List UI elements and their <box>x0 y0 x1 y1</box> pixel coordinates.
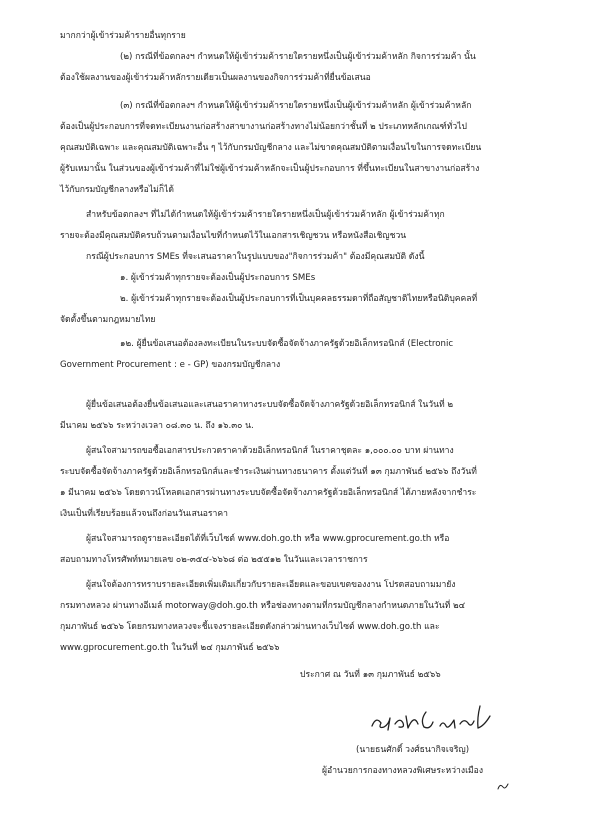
body-line: สำหรับข้อตกลงฯ ที่ไม่ได้กำหนดให้ผู้เข้าร่วมค้ารายใดรายหนึ่งเป็นผู้เข้าร่วมค้าหลัก ผู้เข้าร่วมค้าทุก <box>86 210 445 220</box>
body-line: (๒) กรณีที่ข้อตกลงฯ กำหนดให้ผู้เข้าร่วมค้ารายใดรายหนึ่งเป็นผู้เข้าร่วมค้าหลัก กิจการร่วมค้า นั้น <box>120 52 476 62</box>
body-line: www.gprocurement.go.th ในวันที่ ๒๔ กุมภาพันธ์ ๒๕๖๖ <box>60 643 280 653</box>
body-line: ผู้สนใจต้องการทราบรายละเอียดเพิ่มเติมเกี่ยวกับรายละเอียดและขอบเขตของงาน โปรดสอบถามมายัง <box>86 580 456 590</box>
signatory-name: (นายธนศักดิ์ วงศ์ธนากิจเจริญ) <box>356 745 470 755</box>
body-line: ๒. ผู้เข้าร่วมค้าทุกรายจะต้องเป็นผู้ประกอบการที่เป็นบุคคลธรรมดาที่ถือสัญชาติไทยหรือนิติบุคคลที่ <box>120 294 478 304</box>
initials-mark <box>496 780 510 792</box>
body-line: ระบบจัดซื้อจัดจ้างภาครัฐด้วยอิเล็กทรอนิกส์และชำระเงินผ่านทางธนาคาร ตั้งแต่วันที่ ๑๓ กุมภาพันธ์ ๒๕๖๖ ถึงวันที่ <box>60 467 477 477</box>
body-line: (๓) กรณีที่ข้อตกลงฯ กำหนดให้ผู้เข้าร่วมค้ารายใดรายหนึ่งเป็นผู้เข้าร่วมค้าหลัก ผู้เข้าร่วมค้าหลัก <box>120 101 472 111</box>
body-line: มากกว่าผู้เข้าร่วมค้ารายอื่นทุกราย <box>60 31 186 41</box>
body-line: ๑๒. ผู้ยื่นข้อเสนอต้องลงทะเบียนในระบบจัดซื้อจัดจ้างภาครัฐด้วยอิเล็กทรอนิกส์ (Electronic <box>120 339 454 349</box>
body-line: ผู้ยื่นข้อเสนอต้องยื่นข้อเสนอและเสนอราคาทางระบบจัดซื้อจัดจ้างภาครัฐด้วยอิเล็กทรอนิกส์ ในวันที่ ๒ <box>86 400 454 410</box>
announcement-date: ประกาศ ณ วันที่ ๑๓ กุมภาพันธ์ ๒๕๖๖ <box>300 670 441 680</box>
body-line: ผู้รับเหมานั้น ในส่วนของผู้เข้าร่วมค้าที่ไม่ใช่ผู้เข้าร่วมค้าหลักจะเป็นผู้ประกอบการ ที่ขึ้นทะเบียนในสาขางานก่อสร้าง <box>60 164 480 174</box>
body-line: ต้องใช้ผลงานของผู้เข้าร่วมค้าหลักรายเดียวเป็นผลงานของกิจการร่วมค้าที่ยื่นข้อเสนอ <box>60 73 371 83</box>
body-line: ๑ มีนาคม ๒๕๖๖ โดยดาวน์โหลดเอกสารผ่านทางระบบจัดซื้อจัดจ้างภาครัฐด้วยอิเล็กทรอนิกส์ ได้ภายหลังจากชำระ <box>60 488 477 498</box>
body-line: Government Procurement : e - GP) ของกรมบัญชีกลาง <box>60 360 281 370</box>
body-line: ผู้สนใจสามารถขอซื้อเอกสารประกวดราคาด้วยอิเล็กทรอนิกส์ ในราคาชุดละ ๑,๐๐๐.๐๐ บาท ผ่านทาง <box>86 446 454 456</box>
body-line: กรมทางหลวง ผ่านทางอีเมล์ motorway@doh.go.th หรือช่องทางตามที่กรมบัญชีกลางกำหนดภายในวันที่ ๒๔ <box>60 601 466 611</box>
body-line: กรณีผู้ประกอบการ SMEs ที่จะเสนอราคาในรูปแบบของ"กิจการร่วมค้า" ต้องมีคุณสมบัติ ดังนี้ <box>86 252 425 262</box>
body-line: ผู้สนใจสามารถดูรายละเอียดได้ที่เว็บไซต์ www.doh.go.th หรือ www.gprocurement.go.th หรือ <box>86 534 450 544</box>
signature <box>368 702 498 738</box>
body-line: มีนาคม ๒๕๖๖ ระหว่างเวลา ๐๘.๓๐ น. ถึง ๑๖.๓๐ น. <box>60 421 254 431</box>
body-line: จัดตั้งขึ้นตามกฎหมายไทย <box>60 315 156 325</box>
body-line: ไว้กับกรมบัญชีกลางหรือไม่ก็ได้ <box>60 185 174 195</box>
body-line: รายจะต้องมีคุณสมบัติครบถ้วนตามเงื่อนไขที่กำหนดไว้ในเอกสารเชิญชวน หรือหนังสือเชิญชวน <box>60 231 407 241</box>
signatory-position: ผู้อำนวยการกองทางหลวงพิเศษระหว่างเมือง <box>322 766 484 776</box>
body-line: คุณสมบัติเฉพาะ และคุณสมบัติเฉพาะอื่น ๆ ไว้กับกรมบัญชีกลาง และไม่ขาดคุณสมบัติตามเงื่อนไขในการจดทะเบียน <box>60 143 482 153</box>
body-line: กุมภาพันธ์ ๒๕๖๖ โดยกรมทางหลวงจะชี้แจงรายละเอียดดังกล่าวผ่านทางเว็บไซต์ www.doh.go.th และ <box>60 622 440 632</box>
body-line: ต้องเป็นผู้ประกอบการที่จดทะเบียนงานก่อสร้างสาขางานก่อสร้างทางไม่น้อยกว่าชั้นที่ ๒ ประเภทหลักเกณฑ์ทั่วไป <box>60 122 468 132</box>
body-line: สอบถามทางโทรศัพท์หมายเลข ๐๒-๓๕๔-๖๖๖๘ ต่อ ๒๕๕๑๒ ในวันและเวลาราชการ <box>60 555 368 565</box>
body-line: ๑. ผู้เข้าร่วมค้าทุกรายจะต้องเป็นผู้ประกอบการ SMEs <box>120 273 316 283</box>
body-line: เงินเป็นที่เรียบร้อยแล้วจนถึงก่อนวันเสนอราคา <box>60 509 228 519</box>
